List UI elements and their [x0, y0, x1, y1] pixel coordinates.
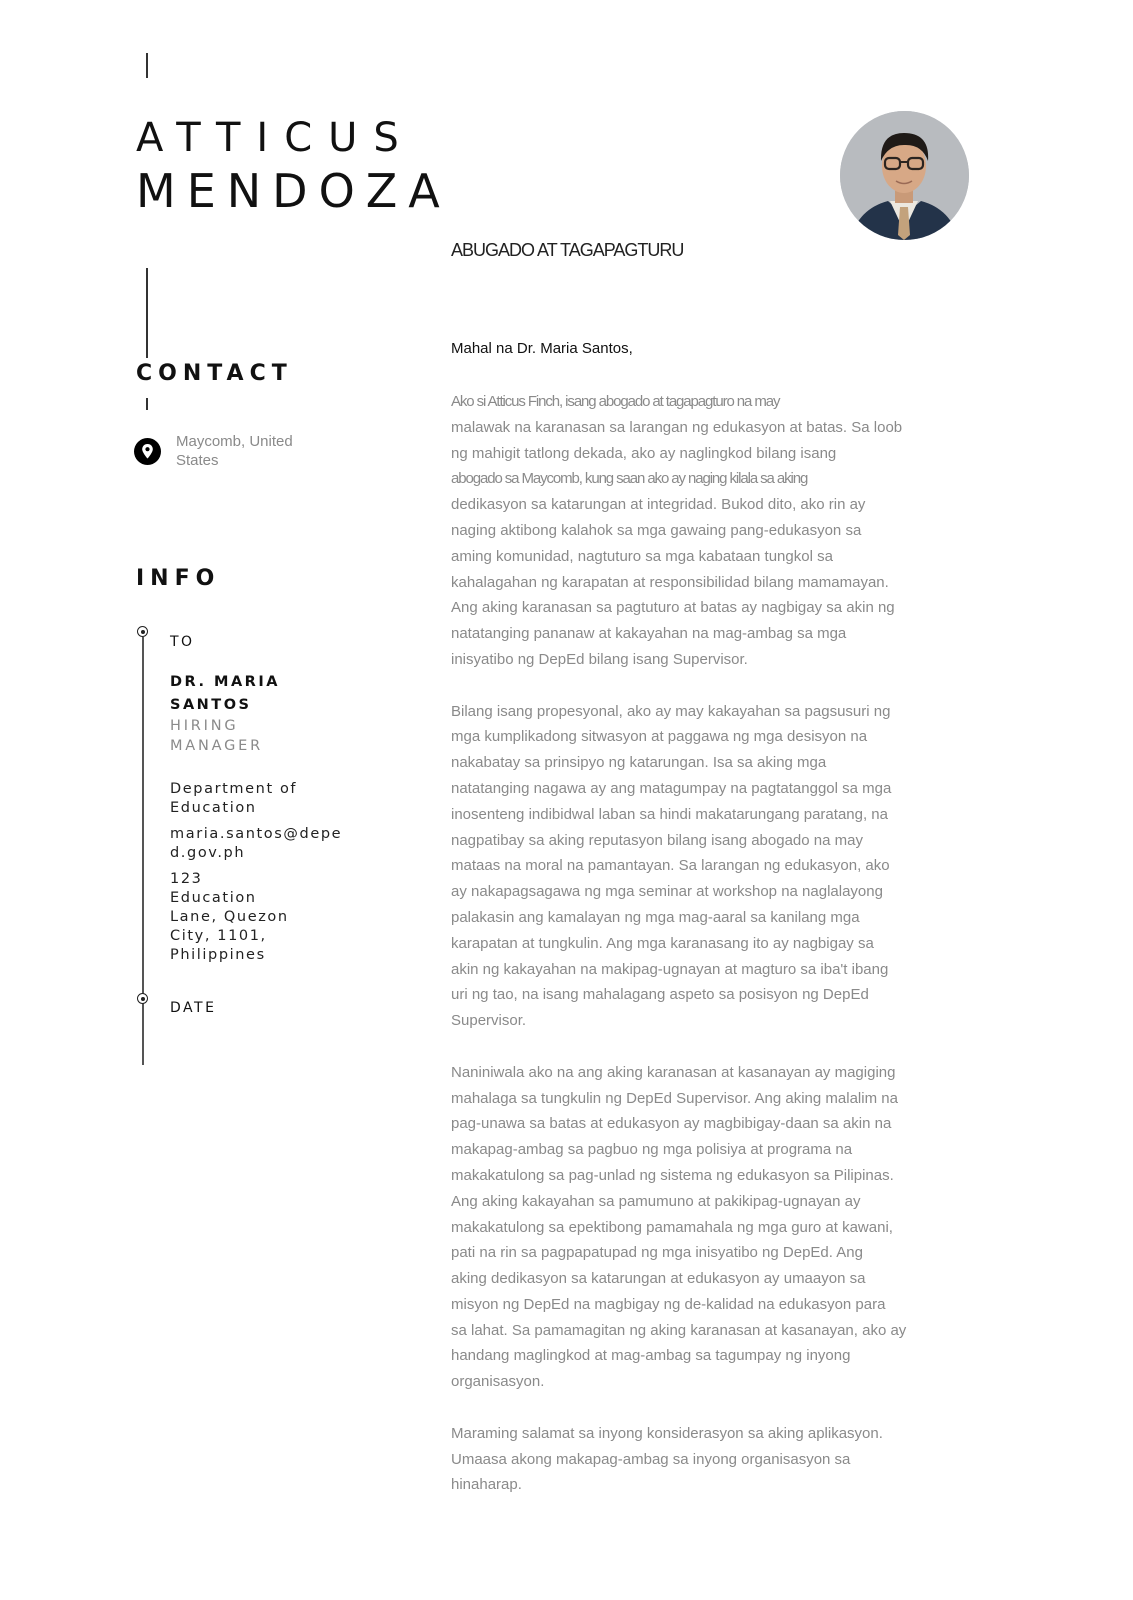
- letter-line: hinaharap.: [451, 1476, 522, 1494]
- recipient-role: HIRING MANAGER: [170, 718, 264, 754]
- letter-line: mga kumplikadong sitwasyon at paggawa ng mga desisyon na: [451, 728, 868, 746]
- letter-line: misyon ng DepEd na magbigay ng de-kalidad na edukasyon para: [451, 1295, 886, 1313]
- person-portrait-icon: [840, 111, 969, 240]
- letter-line: organisasyon.: [451, 1373, 545, 1391]
- letter-line: akin ng kakayahan na makipag-ugnayan at magturo sa iba't ibang: [451, 960, 889, 978]
- letter-paragraph-2: [451, 699, 911, 1034]
- letter-line: pati na rin sa pagpapatupad ng mga inisyatibo ng DepEd. Ang: [451, 1244, 863, 1262]
- contact-heading: CONTACT: [136, 361, 293, 386]
- letter-line: naging aktibong kalahok sa mga gawaing pang-edukasyon sa: [451, 521, 862, 539]
- date-label: DATE: [170, 1000, 217, 1016]
- letter-line: kahalagahan ng karapatan at responsibilidad bilang mamamayan.: [451, 573, 889, 591]
- recipient-name: DR. MARIA SANTOS: [170, 674, 280, 713]
- letter-line: mahalaga sa tungkulin ng DepEd Supervisor. Ang aking malalim na: [451, 1089, 898, 1107]
- letter-salutation: Mahal na Dr. Maria Santos,: [451, 340, 633, 357]
- letter-body: [451, 389, 911, 1524]
- recipient-email[interactable]: maria.santos@deped.gov.ph: [170, 826, 343, 861]
- contact-location: Maycomb, United States: [176, 433, 293, 469]
- letter-line: Maraming salamat sa inyong konsiderasyon sa aking aplikasyon.: [451, 1424, 883, 1442]
- letter-line: palakasin ang kamalayan ng mga mag-aaral sa kanilang mga: [451, 908, 860, 926]
- letter-line: Umaasa akong makapag-ambag sa inyong organisasyon sa: [451, 1450, 851, 1468]
- letter-line: Ang aking karanasan sa pagtuturo at batas ay nagbigay sa akin ng: [451, 599, 895, 617]
- letter-line: mataas na moral na pamantayan. Sa larangan ng edukasyon, ako: [451, 857, 890, 875]
- info-heading: INFO: [136, 566, 221, 591]
- letter-line: Ako si Atticus Finch, isang abogado at tagapagturo na may: [451, 393, 780, 410]
- letter-line: ay nakapagsagawa ng mga seminar at workshop na naglalayong: [451, 883, 883, 901]
- map-pin-icon: [134, 438, 161, 465]
- recipient-department: Department of Education: [170, 781, 298, 816]
- letter-line: natatanging nagawa ay ang matagumpay na pagtatanggol sa mga: [451, 779, 892, 797]
- letter-line: dedikasyon sa katarungan at integridad. Bukod dito, ako rin ay: [451, 496, 866, 514]
- letter-line: Bilang isang propesyonal, ako ay may kakayahan sa pagsusuri ng: [451, 702, 891, 720]
- map-pin-glyph: [134, 438, 161, 465]
- letter-line: sa lahat. Sa pamamagitan ng aking karanasan at kasanayan, ako ay: [451, 1321, 907, 1339]
- letter-line: inisyatibo ng DepEd bilang isang Supervisor.: [451, 650, 748, 668]
- contact-divider-short-line: [146, 398, 148, 410]
- first-name: ATTICUS: [136, 115, 415, 161]
- letter-line: abogado sa Maycomb, kung saan ako ay naging kilala sa aking: [451, 470, 808, 488]
- letter-line: Ang aking kakayahan sa pamumuno at pakikipag-ugnayan ay: [451, 1192, 861, 1210]
- letter-line: pag-unawa sa batas at edukasyon ay magbibigay-daan sa akin na: [451, 1115, 892, 1133]
- letter-line: makapag-ambag sa pagbuo ng mga polisiya at programa na: [451, 1141, 853, 1159]
- letter-line: Supervisor.: [451, 1012, 527, 1030]
- timeline-bullet-icon-to: [137, 626, 148, 637]
- last-name: MENDOZA: [136, 164, 451, 218]
- letter-line: karapatan at tungkulin. Ang mga karanasang ito ay nagbigay sa: [451, 934, 874, 952]
- letter-line: inosenteng indibidwal laban sa hindi makatarungang paratang, na: [451, 805, 888, 823]
- job-title: ABUGADO AT TAGAPAGTURU: [451, 240, 684, 260]
- letter-line: Naniniwala ako na ang aking karanasan at kasanayan ay magiging: [451, 1063, 896, 1081]
- recipient-address: 123 Education Lane, Quezon City, 1101, Philippines: [170, 871, 289, 963]
- letter-paragraph-3: [451, 1060, 911, 1395]
- letter-line: nagpatibay sa aking reputasyon bilang isang abogado na may: [451, 831, 863, 849]
- letter-line: aming komunidad, nagtuturo sa mga kabataan tungkol sa: [451, 547, 833, 565]
- letter-line: aking dedikasyon sa katarungan at edukasyon ay umaayon sa: [451, 1270, 866, 1288]
- top-divider-line: [146, 53, 148, 78]
- letter-line: natatanging pananaw at kakayahan na mag-ambag sa mga: [451, 625, 847, 643]
- letter-line: ng mahigit tatlong dekada, ako ay naglingkod bilang isang: [451, 444, 837, 462]
- letter-line: malawak na karanasan sa larangan ng edukasyon at batas. Sa loob: [451, 418, 903, 436]
- letter-line: handang maglingkod at mag-ambag sa tagumpay ng inyong: [451, 1347, 851, 1365]
- letter-line: makakatulong sa epektibong pamamahala ng mga guro at kawani,: [451, 1218, 893, 1236]
- timeline-bullet-icon-date: [137, 993, 148, 1004]
- letter-line: makakatulong sa pag-unlad ng sistema ng edukasyon sa Pilipinas.: [451, 1166, 894, 1184]
- profile-photo: [840, 111, 969, 240]
- contact-divider-line: [146, 268, 148, 358]
- letter-paragraph-4: [451, 1421, 911, 1498]
- letter-paragraph-1: [451, 389, 911, 673]
- to-label: TO: [170, 634, 195, 650]
- letter-line: nakabatay sa prinsipyo ng katarungan. Isa sa aking mga: [451, 754, 827, 772]
- letter-line: uri ng tao, na isang mahalagang aspeto sa posisyon ng DepEd: [451, 986, 869, 1004]
